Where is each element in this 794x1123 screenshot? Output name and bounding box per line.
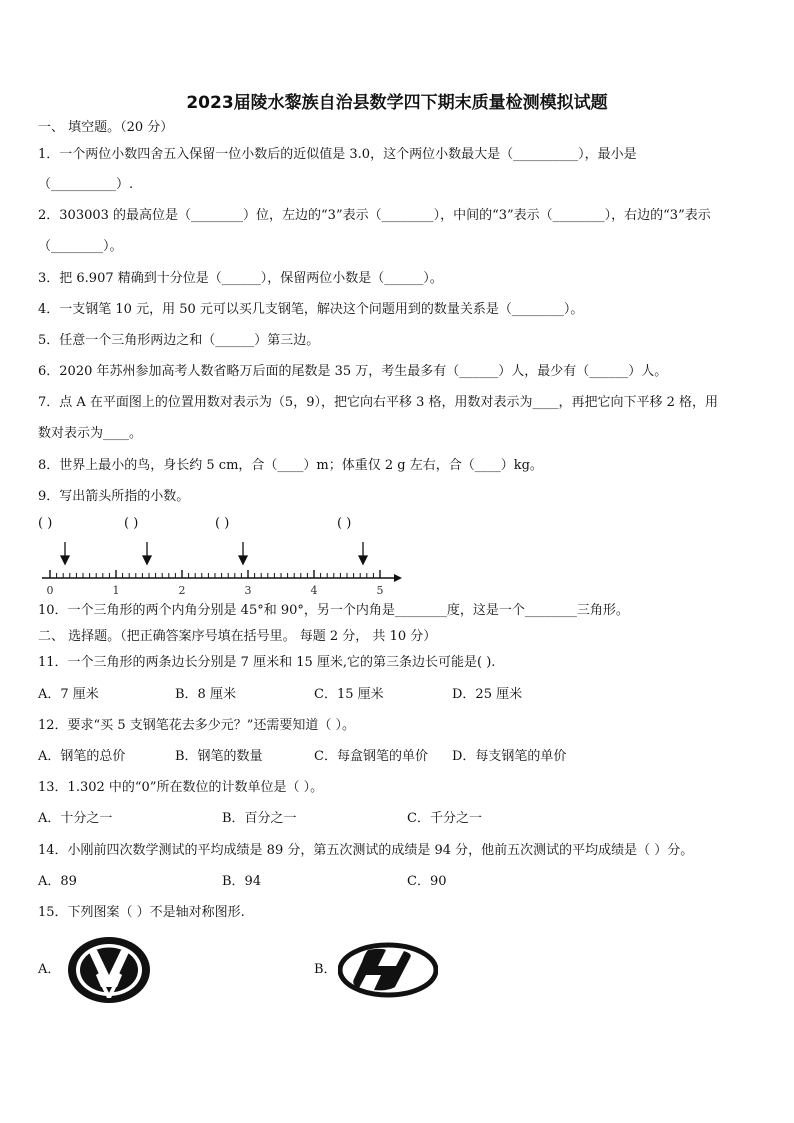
tick-label: 3 (244, 584, 252, 597)
tick-label: 4 (310, 584, 318, 597)
q12-option-a: A．钢笔的总价 (38, 749, 126, 764)
question-10: 10．一个三角形的两个内角分别是 45°和 90°，另一个内角是________度，这是一个________三角形。 (38, 603, 629, 618)
q11-option-d: D．25 厘米 (452, 687, 523, 702)
number-line (30, 536, 410, 600)
tick-label: 5 (376, 584, 384, 597)
answer-blank-4: ( ) (337, 516, 352, 531)
question-4: 4．一支钢笔 10 元，用 50 元可以买几支钢笔，解决这个问题用到的数量关系是（________）。 (38, 302, 584, 317)
q11-option-c: C．15 厘米 (314, 687, 384, 702)
section-heading-fill-blank: 一、 填空题。（20 分） (38, 120, 174, 135)
question-2: 2．303003 的最高位是（________）位，左边的“3”表示（________），中间的“3”表示（________），右边的“3”表示 (38, 208, 711, 223)
question-7: 7．点 A 在平面图上的位置用数对表示为（5，9），把它向右平移 3 格，用数对表示为____，再把它向下平移 2 格，用 (38, 395, 719, 410)
question-7-cont: 数对表示为____。 (38, 426, 143, 441)
question-12: 12．要求“买 5 支钢笔花去多少元？”还需要知道（ ）。 (38, 718, 356, 733)
answer-blank-1: ( ) (38, 516, 53, 531)
question-2-cont: （________）。 (38, 239, 123, 254)
q13-option-b: B．百分之一 (222, 811, 297, 826)
question-1-cont: （__________）. (38, 177, 134, 192)
q12-option-c: C．每盒钢笔的单价 (314, 749, 428, 764)
question-6: 6．2020 年苏州参加高考人数省略万后面的尾数是 35 万，考生最多有（______）人，最少有（______）人。 (38, 364, 668, 379)
vw-logo-image (66, 935, 152, 1005)
hyundai-logo-image (338, 942, 438, 998)
section-heading-choice: 二、 选择题。（把正确答案序号填在括号里。 每题 2 分， 共 10 分） (38, 629, 437, 644)
question-5: 5．任意一个三角形两边之和（______）第三边。 (38, 333, 320, 348)
q13-option-c: C．千分之一 (407, 811, 482, 826)
question-9: 9．写出箭头所指的小数。 (38, 489, 190, 504)
pointer-arrows (61, 542, 367, 564)
question-14: 14．小刚前四次数学测试的平均成绩是 89 分，第五次测试的成绩是 94 分，他前五次测试的平均成绩是（ ）分。 (38, 843, 694, 858)
q14-option-a: A．89 (38, 874, 77, 889)
q15-option-b: B． (314, 962, 337, 977)
tick-label: 0 (46, 584, 54, 597)
axis-arrow (394, 574, 402, 582)
page-title: 2023届陵水黎族自治县数学四下期末质量检测模拟试题 (186, 93, 608, 113)
q14-option-b: B．94 (222, 874, 262, 889)
q12-option-b: B．钢笔的数量 (175, 749, 263, 764)
tick-label: 2 (178, 584, 186, 597)
q13-option-a: A．十分之一 (38, 811, 113, 826)
q11-option-b: B．8 厘米 (175, 687, 236, 702)
answer-blank-3: ( ) (215, 516, 230, 531)
question-8: 8．世界上最小的鸟，身长约 5 cm，合（____）m；体重仅 2 g 左右，合（____）kg。 (38, 458, 543, 473)
q15-option-a: A． (38, 962, 61, 977)
q12-option-d: D．每支钢笔的单价 (452, 749, 567, 764)
question-3: 3．把 6.907 精确到十分位是（______），保留两位小数是（______）。 (38, 271, 443, 286)
question-11: 11．一个三角形的两条边长分别是 7 厘米和 15 厘米,它的第三条边长可能是( ). (38, 655, 496, 670)
question-15: 15．下列图案（ ）不是轴对称图形. (38, 905, 245, 920)
q14-option-c: C．90 (407, 874, 447, 889)
question-13: 13．1.302 中的“0”所在数位的计数单位是（ ）。 (38, 780, 324, 795)
question-1: 1．一个两位小数四舍五入保留一位小数后的近似值是 3.0，这个两位小数最大是（__________），最小是 (38, 147, 637, 162)
q11-option-a: A．7 厘米 (38, 687, 99, 702)
tick-label: 1 (112, 584, 120, 597)
answer-blank-2: ( ) (124, 516, 139, 531)
